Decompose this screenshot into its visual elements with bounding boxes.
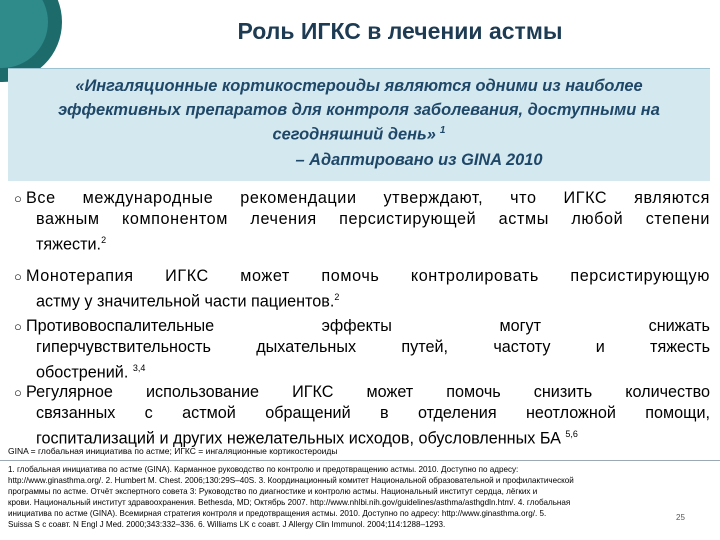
bullet-item-4 <box>14 382 710 449</box>
bullet-line: гиперчувствительность дыхательных путей, частоту и тяжесть <box>36 338 710 356</box>
footnote-ref: 2 <box>101 235 107 245</box>
slide-title: Роль ИГКС в лечении астмы <box>237 18 563 44</box>
quote-box <box>8 68 710 181</box>
bullet-line-last: госпитализаций и других нежелательных исходов, обусловленных БА $^{5,6}$ <box>36 429 578 448</box>
footnote-ref: 2 <box>334 292 340 302</box>
bullet-line: Все международные рекомендации утверждают, что ИГКС являются <box>26 189 710 207</box>
references <box>8 464 708 530</box>
reference-line: инициатива по астме (GINA). Всемирная стратегия контроля и предотвращения астмы. 2010. Доступно по адресу: http://www.ginasthma.org/. 5. <box>8 509 547 518</box>
bullet-line: важным компонентом лечения персистирующей астмы любой степени <box>36 210 710 228</box>
circle-bullet-icon: ○ <box>14 191 22 206</box>
bullet-item-2 <box>14 266 710 312</box>
footer-divider <box>0 460 720 461</box>
reference-line: программы по астме. Отчёт экспертного совета 3: Руководство по диагностике и контролю астмы. Национальный институт сердца, лёгких и <box>8 487 538 496</box>
bullet-line: Противовоспалительные эффекты могут снижать <box>26 317 710 335</box>
bullet-item-1 <box>14 188 710 255</box>
bullet-line-last: обострений. $^{3,4}$ <box>36 363 146 382</box>
footnote-ref: 3,4 <box>132 363 146 373</box>
footnote-ref: 5,6 <box>565 429 578 439</box>
bullet-line: Регулярное использование ИГКС может помочь снизить количество <box>26 383 710 401</box>
quote-line-2: эффективных препаратов для контроля заболевания, доступными на <box>58 101 660 119</box>
reference-line: http://www.ginasthma.org/. 2. Humbert M. Chest. 2006;130:29S–40S. 3. Координационный комитет Национальной образовательной и профилактической <box>8 476 574 485</box>
bullet-line: связанных с астмой обращений в отделения неотложной помощи, <box>36 404 710 422</box>
quote-line-1: «Ингаляционные кортикостероиды являются одними из наиболее <box>75 77 643 95</box>
abbreviations-note: GINA = глобальная инициатива по астме; ИГКС = ингаляционные кортикостероиды <box>8 446 338 456</box>
circle-bullet-icon: ○ <box>14 385 22 400</box>
quote-line-3: сегодняшний день» $^1$ <box>272 125 446 144</box>
bullet-line-last: тяжести.$^2$ <box>36 235 107 254</box>
circle-bullet-icon: ○ <box>14 319 22 334</box>
bullet-line: Монотерапия ИГКС может помочь контролировать персистирующую <box>26 267 710 285</box>
reference-line: Suissa S с соавт. N Engl J Med. 2000;343:332–336. 6. Williams LK с соавт. J Allergy Clin Immunol. 2004;114:1288–1293. <box>8 520 446 529</box>
page-number: 25 <box>676 513 685 522</box>
quote-attribution: – Адаптировано из GINA 2010 <box>295 151 543 169</box>
reference-line: крови. Национальный институт здравоохранения. Bethesda, MD; Октябрь 2007. http://www.nhlbi.nih.gov/guidelines/asthma/asthgdln.htm/. 4. глобальная <box>8 498 571 507</box>
bullet-line-last: астму у значительной части пациентов.$^2$ <box>36 292 340 311</box>
bullet-item-3 <box>14 316 710 383</box>
quote-footnote: 1 <box>439 125 446 136</box>
reference-line: 1. глобальная инициатива по астме (GINA). Карманное руководство по контролю и предотвращению астмы. 2010. Доступно по адресу: <box>8 465 519 474</box>
circle-bullet-icon: ○ <box>14 269 22 284</box>
